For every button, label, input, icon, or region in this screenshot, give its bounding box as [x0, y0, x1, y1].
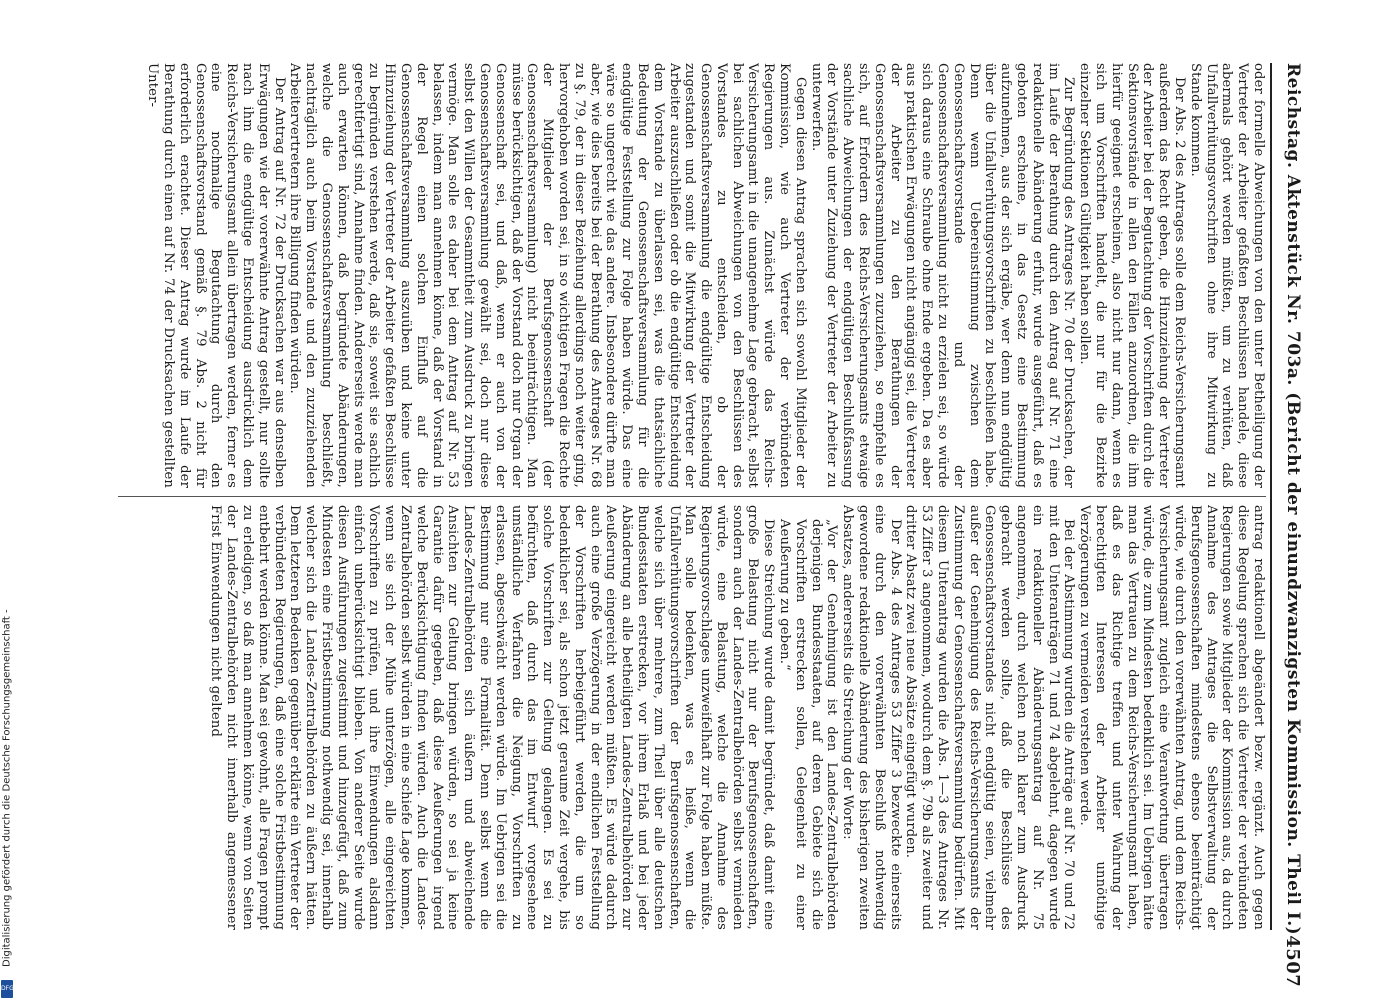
paragraph: Der Abs. 4 des Antrages 53 Ziffer 3 bezweckte einerseits eine durch den vorerwähnten Beschluß nothwendig gewordene redaktionelle Abänderung des bisherigen zweiten Absatzes, andererseits die Streichung der Worte:	[840, 505, 903, 930]
paragraph: Der Antrag auf Nr. 72 der Drucksachen war aus denselben Erwägungen wie der vorerwähnte Antrag gestellt, nur sollte nach ihm die endgültige Entscheidung ausdrücklich dem Reichs-Versicherungsamt allein übertragen werden, ferner es eine nochmalige Begutachtung durch den Genossenschaftsvorstand gemäß §. 79 Abs. 2 nicht für erforderlich erachtet. Dieser Antrag wurde im Laufe der Berathung durch einen auf Nr. 74 der Drucksachen gestellten Unter-	[145, 63, 287, 488]
paragraph: Diese Streichung wurde damit begründet, daß damit eine große Belastung nicht nur der Berufsgenossenschaften, sondern auch der Landes-Zentralbehörden selbst vermieden würde, eine Belastung, welche die Annahme des Regierungsvorschlages unzweifelhaft zur Folge haben müßte. Man solle bedenken, was es heiße, wenn die Unfallverhütungsvorschriften der Berufsgenossenschaften, welche sich über mehrere, zum Theil über alle deutschen Bundesstaaten erstrecken, vor ihrem Erlaß und bei jeder Abänderung an alle betheiligten Landes-Zentralbehörden zur Aeußerung eingereicht werden müßten. Es würde dadurch auch eine große Verzögerung in der endlichen Feststellung der Vorschriften herbeigeführt werden, die um so bedenklicher sei, als schon jetzt geraume Zeit vergehe, bis solche Vorschriften zur Geltung gelangen. Es sei zu befürchten, daß durch das im Entwurf vorgesehene umständliche Verfahren die Neigung, Vorschriften zu erlassen, abgeschwächt werden würde. Im Uebrigen sei die Bestimmung nur eine Formalität. Denn selbst wenn die Landes-Zentralbehörden sich äußern und abweichende Ansichten zur Geltung bringen würden, so sei ja keine Garantie dafür gegeben, daß diese Aeußerungen irgend welche Berücksichtigung finden würden. Auch die Landes-Zentralbehörden selbst würden in eine schiefe Lage kommen, wenn sie sich der Mühe unterzögen, alle eingereichten Vorschriften zu prüfen, und ihre Einwendungen alsdann einfach unberücksichtigt blieben. Von anderer Seite wurde diesen Ausführungen zugestimmt und hinzugefügt, daß zum Mindesten eine Fristbestimmung nothwendig sei, innerhalb welcher sich die Landes-Zentralbehörden zu äußern hätten. Dem letzteren Bedenken gegenüber erklärte ein Vertreter der verbündeten Regierungen, daß eine solche Fristbestimmung entbehrt werden könne. Man sei gewohnt, alle Fragen prompt zu erledigen, so daß man annehmen könne, wenn von Seiten der Landes-Zentralbehörden nicht innerhalb angemessener Frist Einwendungen nicht geltend	[208, 505, 777, 930]
scanned-page-area	[118, 63, 1310, 988]
text-columns	[118, 63, 1266, 930]
paragraph: Zur Begründung des Antrages Nr. 70 der Drucksachen, der im Laufe der Berathung durch den Antrag auf Nr. 71 eine redaktionelle Abänderung erfuhr, wurde ausgeführt, daß es geboten erscheine, in das Gesetz eine Bestimmung aufzunehmen, aus der sich ergäbe, wer denn nun endgültig über die Unfallverhütungsvorschriften zu beschließen habe. Denn wenn Uebereinstimmung zwischen dem Genossenschaftsvorstande und der Genossenschaftsversammlung nicht zu erzielen sei, so würde sich daraus eine Schraube ohne Ende ergeben. Da es aber aus praktischen Erwägungen nicht angängig sei, die Vertreter der Arbeiter zu den Berathungen der Genossenschaftsversammlungen zuzuziehen, so empfehle es sich, auf Erfordern des Reichs-Versicherungsamts etwaige sachliche Abweichungen der endgültigen Beschlußfassung der Vorstände unter Zuziehung der Vertreter der Arbeiter zu unterwerfen.	[808, 63, 1077, 488]
paragraph: Bei der Abstimmung wurden die Anträge auf Nr. 70 und 72 mit den Unteranträgen 71 und 74 abgelehnt, dagegen wurde ein redaktioneller Abänderungsantrag auf Nr. 75 angenommen, durch welchen noch klarer zum Ausdruck gebracht werden sollte, daß die Beschlüsse des Genossenschaftsvorstandes nicht endgültig seien, vielmehr außer der Genehmigung des Reichs-Versicherungsamts der Zustimmung der Genossenschaftsversammlung bedürfen. Mit diesem Unterantrag wurden die Abs. 1—3 des Antrages Nr. 53 Ziffer 3 angenommen, wodurch dem §. 79b als zweiter und dritter Absatz zwei neue Absätze eingefügt wurden.	[903, 505, 1077, 930]
column-right	[118, 505, 1266, 930]
paragraph: Gegen diesen Antrag sprachen sich sowohl Mitglieder der Kommission, wie auch Vertreter der verbündeten Regierungen aus. Zunächst würde das Reichs-Versicherungsamt in die unangenehme Lage gebracht, selbst bei sachlichen Abweichungen von den Beschlüssen des Vorstandes zu entscheiden, ob der Genossenschaftsversammlung die endgültige Entscheidung zugestanden und somit die Mitwirkung der Vertreter der Arbeiter auszuschließen oder ob die endgültige Entscheidung dem Vorstande zu überlassen sei, was die thatsächliche Bedeutung der Genossenschaftsversammlung für die endgültige Feststellung zur Folge haben würde. Das eine wäre so ungerecht wie das andere. Insbesondere dürfte man aber, wie dies bereits bei der Berathung des Antrages Nr. 68 zu §. 79, der in dieser Beziehung allerdings noch weiter ging, hervorgehoben worden sei, in so wichtigen Fragen die Rechte der Mitglieder der Berufsgenossenschaft (der Genossenschaftsversammlung) nicht beeinträchtigen. Man müsse berücksichtigen, daß der Vorstand doch nur Organ der Genossenschaft sei, und daß, wenn er auch von der Genossenschaftsversammlung gewählt sei, doch nur diese selbst den Willen der Gesammtheit zum Ausdruck zu bringen vermöge. Man solle es daher bei dem Antrag auf Nr. 53 belassen, indem man annehmen könne, daß der Vorstand in der Regel einen solchen Einfluß auf die Genossenschaftsversammlung auszuüben und keine unter Hinzuziehung der Vertreter der Arbeiter gefaßten Beschlüsse zu begründen verstehen werde, daß sie, soweit sie sachlich gerechtfertigt sind, Annahme finden. Andererseits werde man auch erwarten können, daß begründete Abänderungen, welche die Genossenschaftsversammlung beschließt, nachträglich auch beim Vorstande und den zuzuziehenden Arbeitervertretern ihre Billigung finden würden.	[287, 63, 808, 488]
footer-credit-text: Digitalisierung gefördert durch die Deutsche Forschungsgemeinschaft -	[1, 609, 13, 967]
quoted-passage: „Vor der Genehmigung ist den Landes-Zentralbehörden derjenigen Bundesstaaten, auf deren Gebiete sich die Vorschriften erstrecken sollen, Gelegenheit zu einer Aeußerung zu geben.“	[777, 519, 840, 930]
column-left	[118, 63, 1266, 488]
scanned-page	[118, 63, 1310, 988]
page-number: 4507	[1282, 935, 1304, 988]
running-head-title: Reichstag. Aktenstück Nr. 703a. (Bericht der einundzwanzigsten Kommission. Theil I.)	[1283, 63, 1303, 936]
paragraph: Der Abs. 2 des Antrages solle dem Reichs-Versicherungsamt außerdem das Recht geben, die Hinzuziehung der Vertreter der Arbeiter bei der Begutachtung der Vorschriften durch die Sektionsvorstände in allen den Fällen anzuordnen, die ihm hierfür geeignet erscheinen, also nicht nur dann, wenn es sich um Vorschriften handelt, die nur für die Bezirke einzelner Sektionen Gültigkeit haben sollen.	[1077, 63, 1188, 488]
digitization-footer	[0, 0, 14, 1000]
dfg-logo-icon: DFG	[1, 980, 13, 998]
paragraph: antrag redaktionell abgeändert bezw. ergänzt. Auch gegen diese Regelung sprachen sich die Vertreter der verbündeten Regierungen sowie Mitglieder der Kommission aus, da durch Annahme des Antrages die Selbstverwaltung der Berufsgenossenschaften mindestens ebenso beeinträchtigt würde, wie durch den vorerwähnten Antrag, und dem Reichs-Versicherungsamt zugleich eine Verantwortung übertragen würde, die zum Mindesten bedenklich sei. Im Uebrigen hätte man das Vertrauen zu dem Reichs-Versicherungsamt haben, daß es das Richtige treffen und unter Wahrung der berechtigten Interessen der Arbeiter unnöthige Verzögerungen zu vermeiden verstehen werde.	[1077, 505, 1266, 930]
column-divider	[118, 496, 1266, 497]
paragraph: oder formelle Abweichungen von den unter Betheiligung der Vertreter der Arbeiter gefaßten Beschlüssen handele, diese abermals gehört werden müßten, um zu verhüten, daß Unfallverhütungsvorschriften ohne ihre Mitwirkung zu Stande kommen.	[1187, 63, 1266, 488]
running-head	[1276, 63, 1310, 988]
header-rule	[1270, 63, 1272, 930]
